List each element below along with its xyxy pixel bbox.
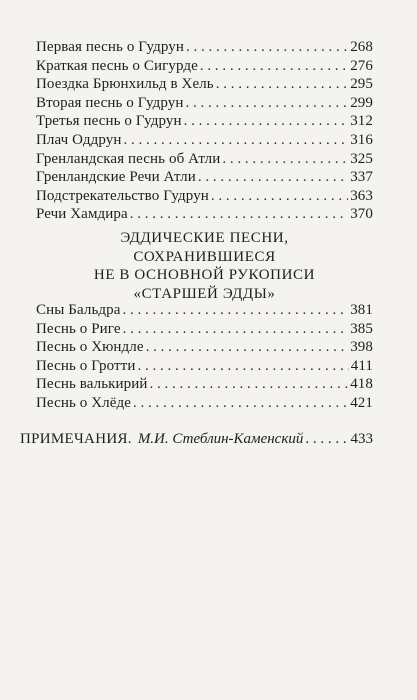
entry-page: 411 [350,357,373,374]
entry-title: Песнь о Хюндле [36,339,144,356]
entry-page: 381 [350,302,373,318]
dot-leader [184,112,349,131]
dot-leader [146,338,349,357]
entry-title: Первая песнь о Гудрун [36,39,184,55]
entry-title: Третья песнь о Гудрун [36,113,182,130]
entry-page: 268 [350,39,373,55]
section-heading-line: ЭДДИЧЕСКИЕ ПЕСНИ, [120,230,289,246]
dot-leader [137,357,348,376]
dot-leader [130,205,348,224]
entry-title: Краткая песнь о Сигурде [36,57,198,74]
dot-leader [124,131,349,150]
toc-entry [36,301,373,320]
notes-page: 433 [350,431,373,447]
dot-leader [216,75,348,94]
entry-page: 418 [350,376,373,393]
notes-author: М.И. Стеблин-Каменский [137,431,304,447]
notes-entry [20,430,373,449]
entry-title: Сны Бальдра [36,302,121,318]
dot-leader [150,375,349,394]
entry-title: Песнь о Хлёде [36,394,131,411]
section-heading-line: «СТАРШЕЙ ЭДДЫ» [133,285,276,302]
entry-title: Песнь о Гротти [36,357,136,374]
toc-entry [36,205,373,224]
entry-page: 421 [350,394,373,411]
entry-title: Поездка Брюнхильд в Хель [36,76,214,93]
entry-page: 337 [350,169,373,186]
toc-entry [36,112,373,131]
dot-leader [222,150,348,169]
table-of-contents-part2 [36,301,373,413]
dot-leader [305,430,348,449]
dot-leader [122,301,348,320]
entry-title: Гренландская песнь об Атли [36,150,221,167]
entry-page: 276 [350,57,373,74]
toc-entry [36,131,373,150]
entry-page: 316 [350,131,373,148]
entry-page: 363 [350,187,373,204]
toc-entry [36,168,373,187]
dot-leader [211,187,348,206]
notes-label: ПРИМЕЧАНИЯ. [20,431,132,447]
entry-page: 295 [350,76,373,93]
toc-entry [36,38,373,57]
section-heading-line: СОХРАНИВШИЕСЯ [133,248,276,265]
table-of-contents-part1 [36,38,373,224]
toc-entry [36,94,373,113]
dot-leader [123,320,349,339]
entry-page: 385 [350,320,373,337]
toc-entry [36,320,373,339]
entry-title: Песнь валькирий [36,376,148,393]
toc-entry [36,357,373,376]
entry-page: 370 [350,206,373,223]
toc-entry [36,150,373,169]
section-heading [36,229,373,303]
entry-title: Вторая песнь о Гудрун [36,94,184,111]
toc-entry [36,375,373,394]
entry-title: Речи Хамдира [36,206,128,223]
entry-page: 325 [350,150,373,167]
toc-entry [36,187,373,206]
entry-page: 299 [350,94,373,111]
entry-title: Подстрекательство Гудрун [36,187,209,204]
entry-title: Гренландские Речи Атли [36,169,196,186]
dot-leader [198,168,348,187]
section-heading-line: НЕ В ОСНОВНОЙ РУКОПИСИ [93,267,316,283]
toc-entry [36,338,373,357]
toc-entry [36,57,373,76]
dot-leader [133,394,348,413]
entry-title: Плач Оддрун [36,131,122,148]
dot-leader [185,94,348,113]
toc-entry [36,394,373,413]
entry-page: 398 [350,339,373,356]
dot-leader [200,57,348,76]
dot-leader [186,38,348,57]
entry-title: Песнь о Риге [36,320,121,337]
entry-page: 312 [350,113,373,130]
toc-entry [36,75,373,94]
